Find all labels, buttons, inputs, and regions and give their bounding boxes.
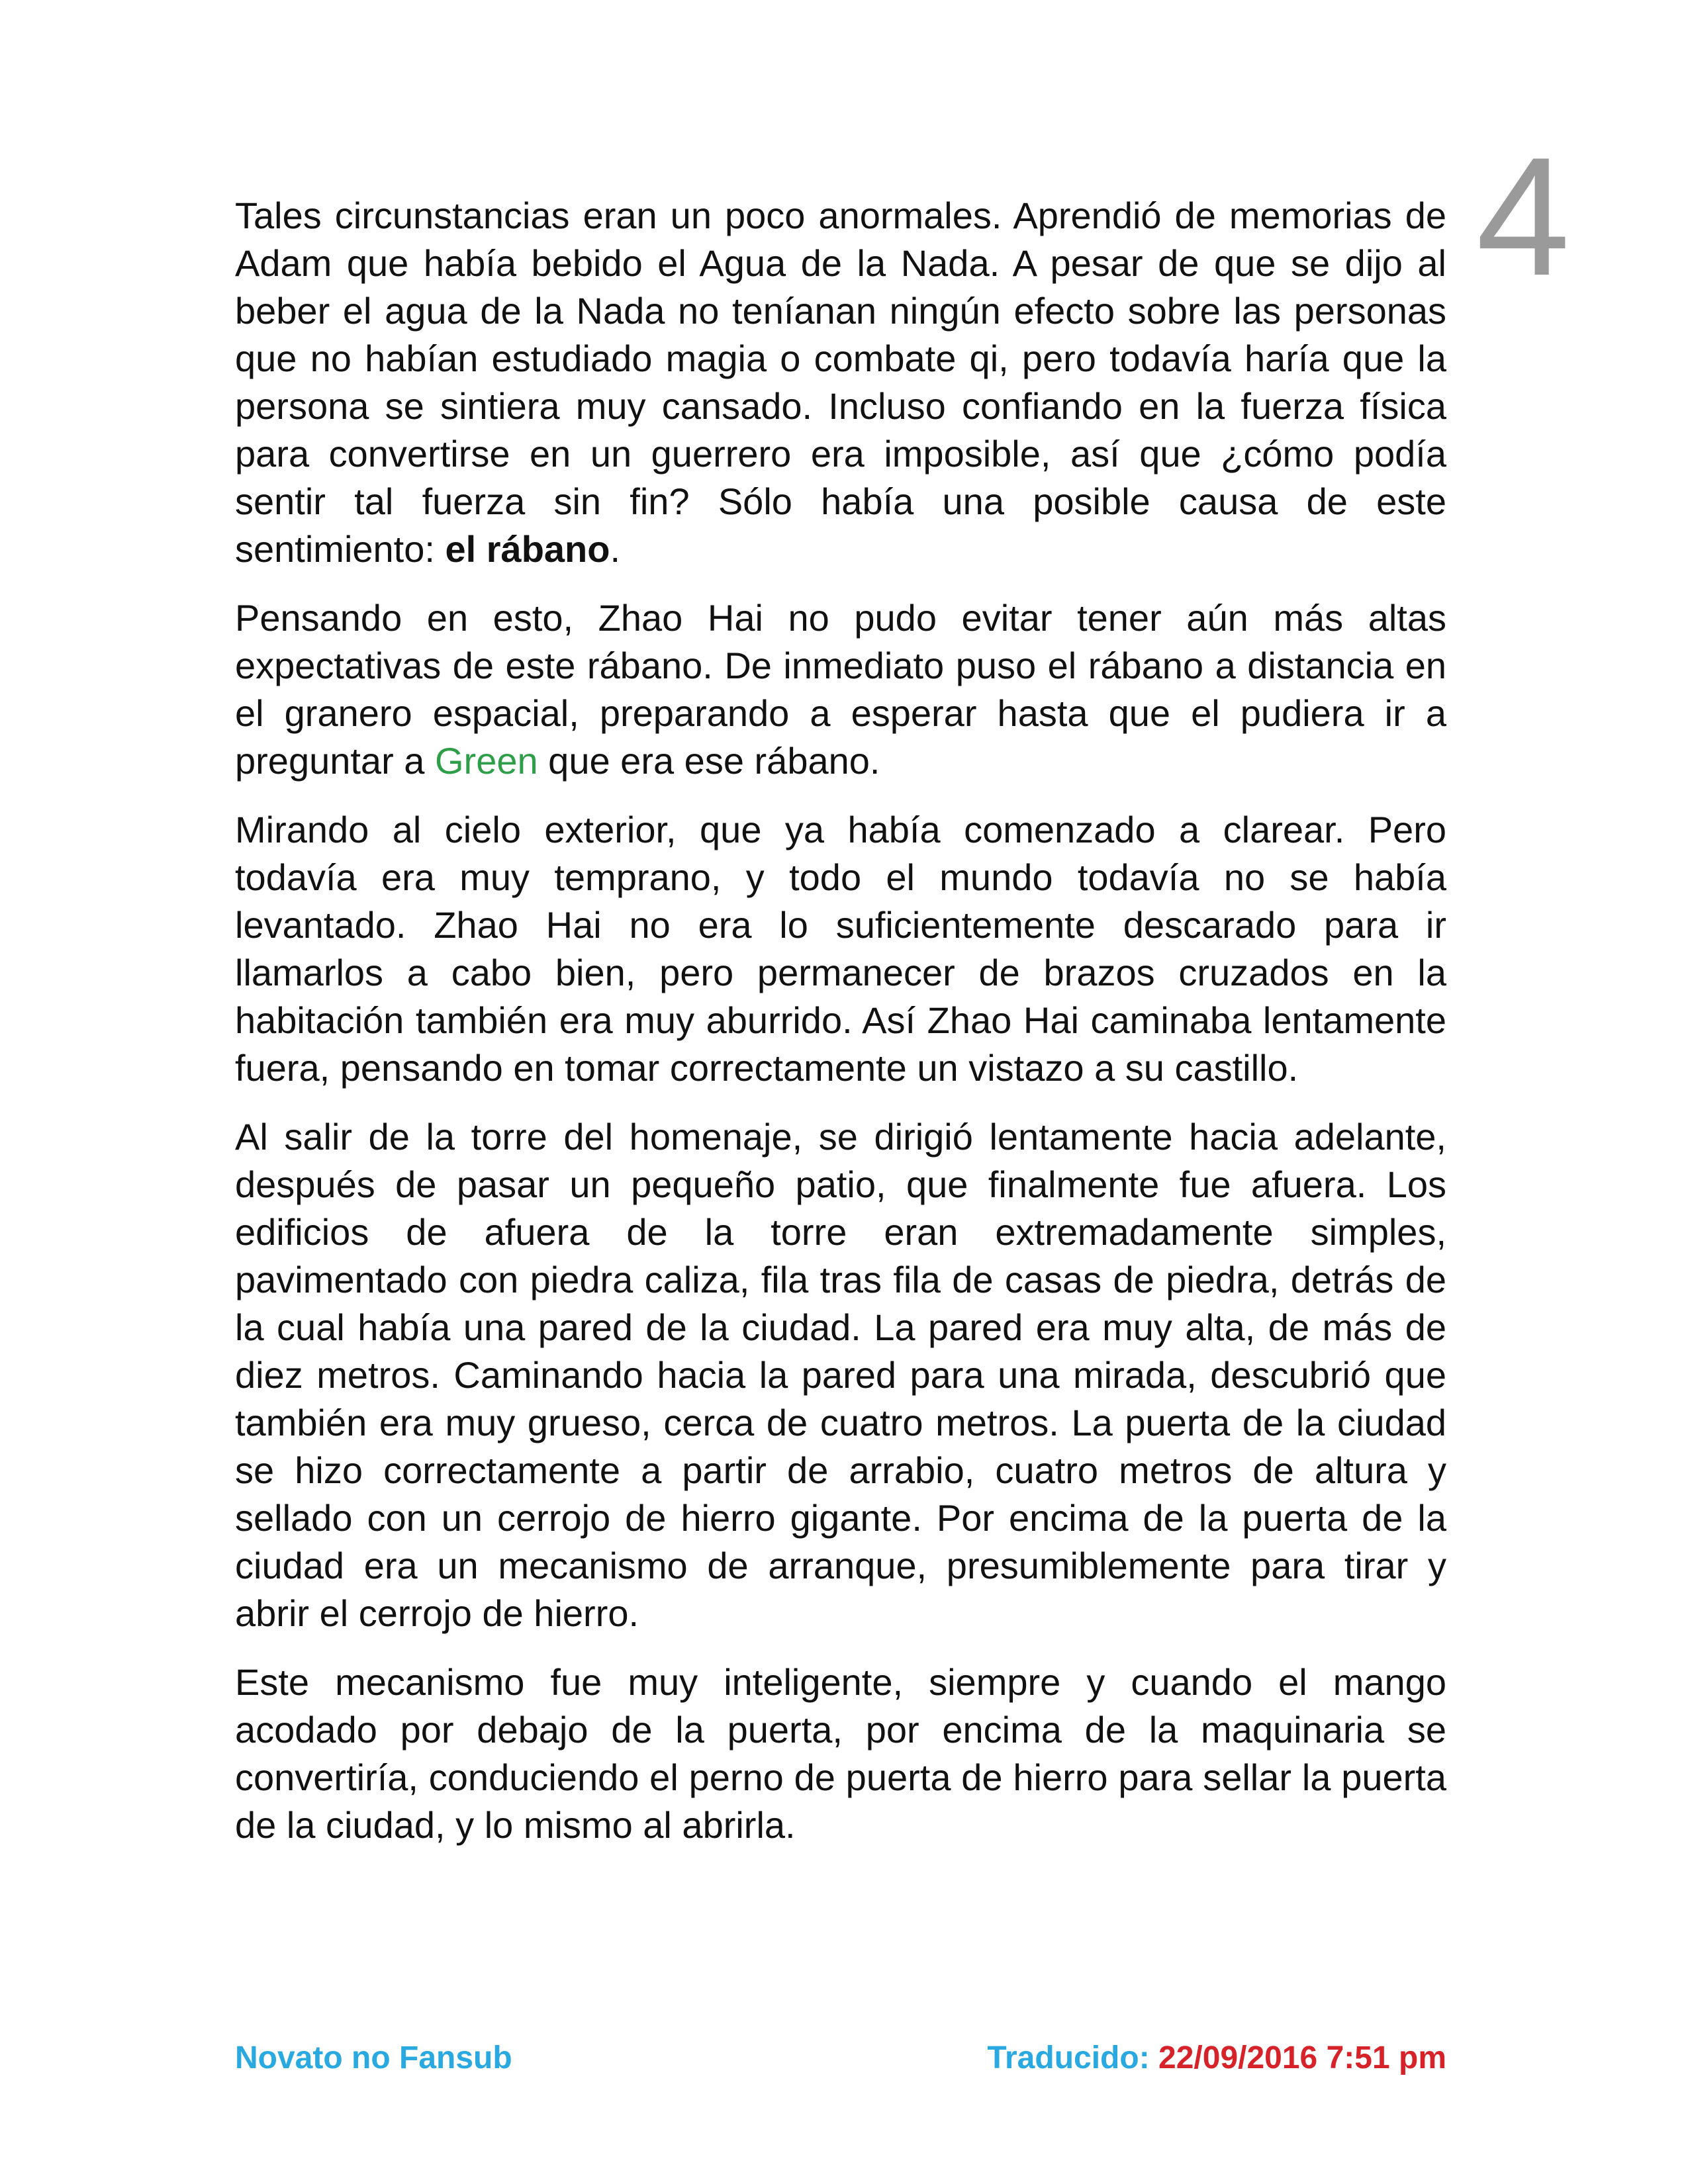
bold-phrase: el rábano — [445, 528, 610, 570]
page-footer — [235, 2035, 1446, 2081]
paragraph-1-end: . — [610, 528, 621, 570]
footer-translated-date: 22/09/2016 7:51 pm — [1158, 2040, 1446, 2075]
paragraph-1 — [235, 192, 1446, 573]
highlighted-name: Green — [434, 740, 538, 782]
paragraph-5: Este mecanismo fue muy inteligente, siempre y cuando el mango acodado por debajo de la puerta, por encima de la maquinaria se convertiría, conduciendo el perno de puerta de hierro para sellar la puerta de la ciudad, y lo mismo al abrirla. — [235, 1661, 1446, 1846]
page-number: 4 — [1476, 122, 1570, 311]
footer-group-name: Novato no Fansub — [235, 2040, 512, 2075]
document-body — [235, 192, 1446, 1870]
paragraph-2-end: que era ese rábano. — [538, 740, 880, 782]
paragraph-2 — [235, 594, 1446, 785]
paragraph-3: Mirando al cielo exterior, que ya había comenzado a clarear. Pero todavía era muy temprano, y todo el mundo todavía no se había levantado. Zhao Hai no era lo suficientemente descarado para ir llamarlos a cabo bien, pero permanecer de brazos cruzados en la habitación también era muy aburrido. Así Zhao Hai caminaba lentamente fuera, pensando en tomar correctamente un vistazo a su castillo. — [235, 809, 1446, 1089]
footer-translated-label: Traducido: — [987, 2040, 1159, 2075]
footer-translation-info — [987, 2035, 1446, 2081]
paragraph-2-text: Pensando en esto, Zhao Hai no pudo evitar tener aún más altas expectativas de este rábano. De inmediato puso el rábano a distancia en el granero espacial, preparando a esperar hasta que el pudiera ir a preguntar a — [235, 597, 1446, 782]
paragraph-1-text: Tales circunstancias eran un poco anormales. Aprendió de memorias de Adam que había bebido el Agua de la Nada. A pesar de que se dijo al beber el agua de la Nada no teníanan ningún efecto sobre las personas que no habían estudiado magia o combate qi, pero todavía haría que la persona se sintiera muy cansado. Incluso confiando en la fuerza física para convertirse en un guerrero era imposible, así que ¿cómo podía sentir tal fuerza sin fin? Sólo había una posible causa de este sentimiento: — [235, 195, 1446, 570]
paragraph-4: Al salir de la torre del homenaje, se dirigió lentamente hacia adelante, después de pasar un pequeño patio, que finalmente fue afuera. Los edificios de afuera de la torre eran extremadamente simples, pavimentado con piedra caliza, fila tras fila de casas de piedra, detrás de la cual había una pared de la ciudad. La pared era muy alta, de más de diez metros. Caminando hacia la pared para una mirada, descubrió que también era muy grueso, cerca de cuatro metros. La puerta de la ciudad se hizo correctamente a partir de arrabio, cuatro metros de altura y sellado con un cerrojo de hierro gigante. Por encima de la puerta de la ciudad era un mecanismo de arranque, presumiblemente para tirar y abrir el cerrojo de hierro. — [235, 1116, 1446, 1634]
